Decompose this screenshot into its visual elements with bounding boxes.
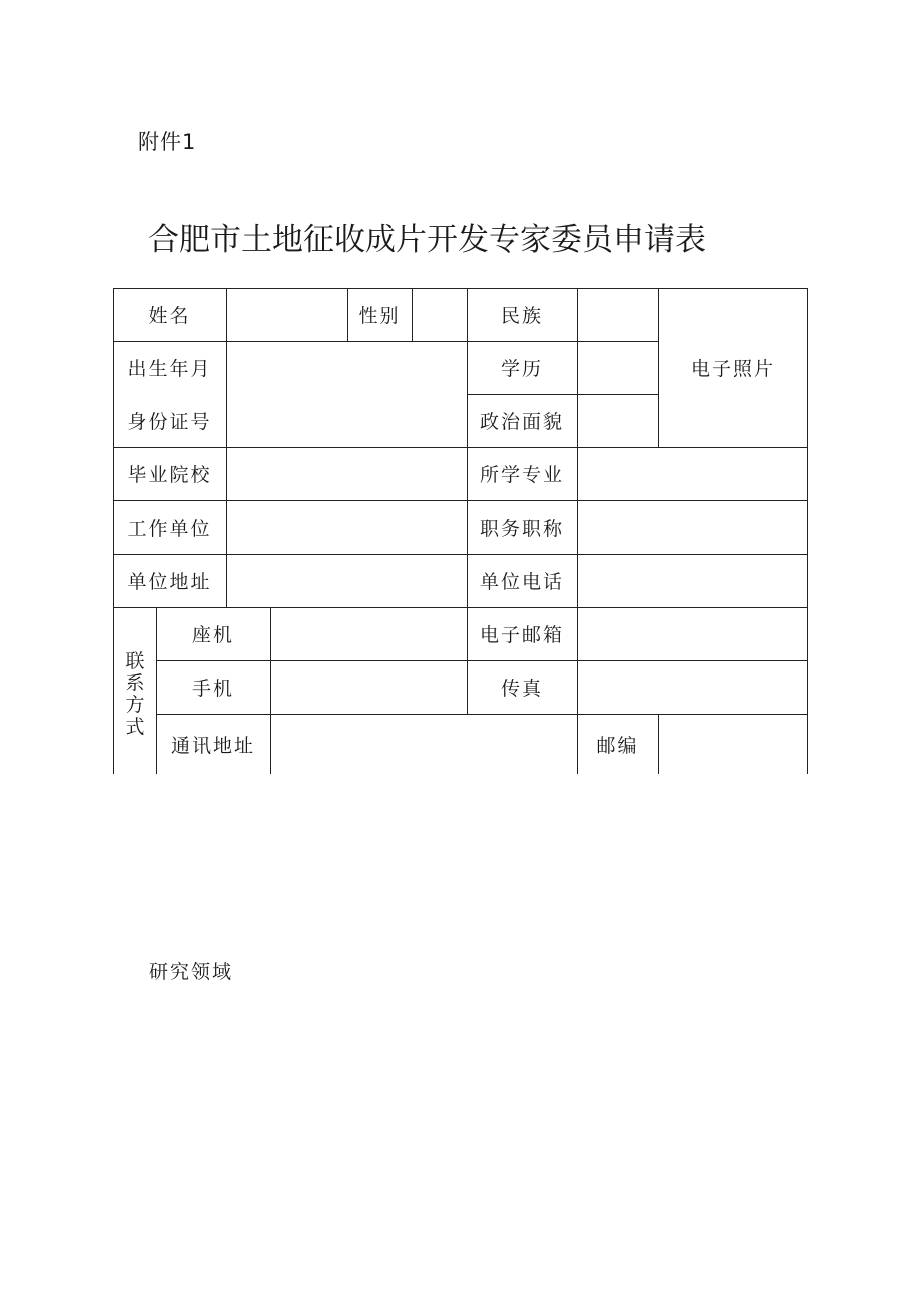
gender-field[interactable]	[413, 289, 467, 341]
education-field[interactable]	[578, 342, 658, 394]
fax-label: 传真	[500, 677, 543, 700]
mobile-label: 手机	[191, 677, 234, 700]
employer-phone-field[interactable]	[578, 555, 807, 607]
birth-field[interactable]	[227, 342, 467, 394]
attachment-number: 附件1	[138, 130, 197, 154]
name-field[interactable]	[227, 289, 347, 341]
mail-address-field[interactable]	[271, 715, 577, 774]
employer-address-field[interactable]	[227, 555, 467, 607]
school-field[interactable]	[227, 448, 467, 500]
employer-label: 工作单位	[127, 517, 212, 540]
major-field[interactable]	[578, 448, 807, 500]
school-label: 毕业院校	[127, 464, 212, 486]
postcode-field[interactable]	[659, 715, 807, 774]
id-label: 身份证号	[127, 411, 212, 433]
contact-group-char: 系	[125, 672, 145, 694]
ethnicity-label: 民族	[500, 305, 543, 327]
name-label: 姓名	[148, 305, 191, 327]
job-title-field[interactable]	[578, 501, 807, 554]
postcode-label: 邮编	[596, 734, 639, 757]
employer-phone-label: 单位电话	[479, 571, 564, 593]
fax-field[interactable]	[578, 661, 807, 714]
contact-group-char: 方	[125, 694, 145, 716]
research-field-label: 研究领域	[149, 961, 234, 983]
photo-placeholder[interactable]: 电子照片	[690, 358, 775, 380]
landline-label: 座机	[191, 624, 234, 646]
page-title: 合肥市土地征收成片开发专家委员申请表	[148, 222, 706, 258]
birth-label: 出生年月	[127, 358, 212, 380]
contact-group-label	[123, 650, 147, 738]
mail-address-label: 通讯地址	[170, 734, 255, 757]
education-label: 学历	[500, 358, 543, 380]
employer-address-label: 单位地址	[127, 571, 212, 593]
mobile-field[interactable]	[271, 661, 467, 714]
job-title-label: 职务职称	[479, 517, 564, 540]
landline-field[interactable]	[271, 608, 467, 660]
email-label: 电子邮箱	[479, 624, 564, 646]
politics-field[interactable]	[578, 395, 658, 447]
contact-group-char: 式	[125, 716, 145, 738]
major-label: 所学专业	[479, 464, 564, 486]
employer-field[interactable]	[227, 501, 467, 554]
contact-group-char: 联	[125, 650, 145, 672]
email-field[interactable]	[578, 608, 807, 660]
gender-label: 性别	[358, 305, 401, 327]
id-field[interactable]	[227, 395, 467, 447]
ethnicity-field[interactable]	[578, 289, 658, 341]
politics-label: 政治面貌	[479, 411, 564, 433]
